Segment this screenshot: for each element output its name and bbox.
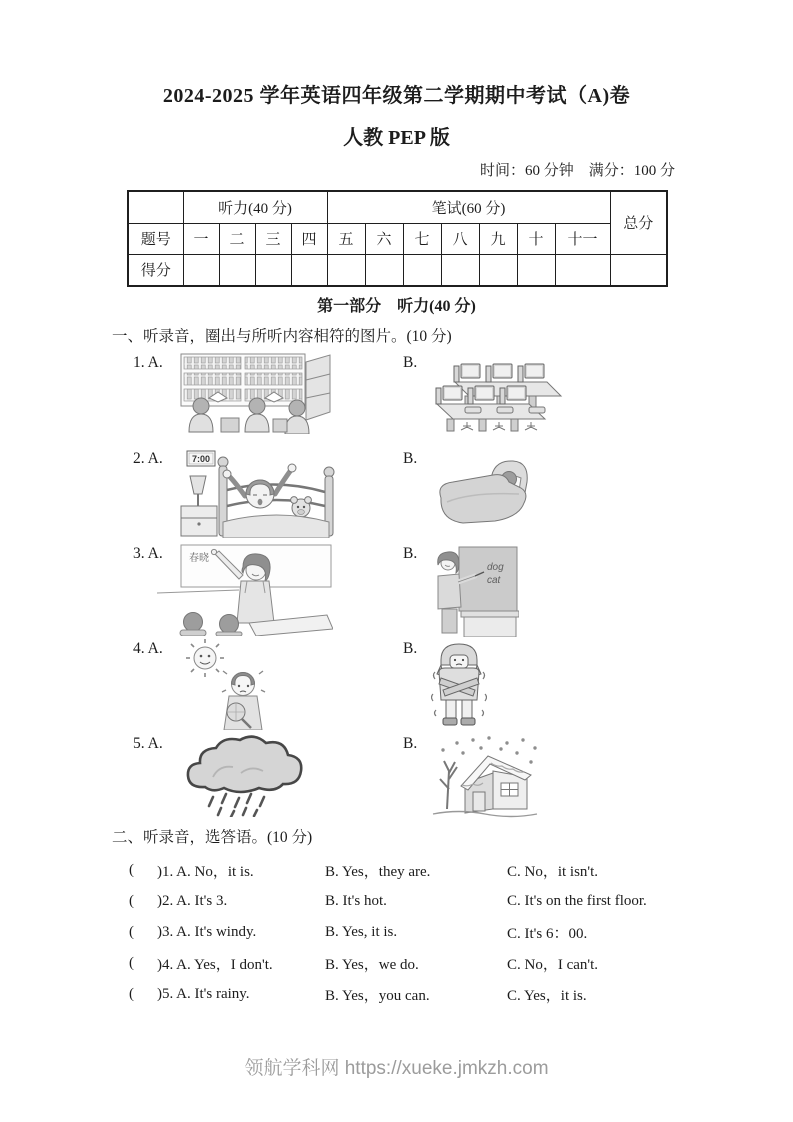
answer-blank-paren: (: [129, 924, 134, 940]
score-table: [127, 190, 668, 287]
item5-option-a-label: 5. A.: [133, 735, 163, 752]
option-a: )1. A. No，it is.: [157, 864, 254, 880]
rainy-cloud-illustration: [179, 733, 311, 817]
option-a: )4. A. Yes，I don't.: [157, 957, 273, 973]
question-number-cell: 十: [517, 223, 555, 254]
clock-time-text: 7:00: [191, 454, 211, 464]
english-class-illustration: [431, 545, 519, 637]
item4-option-a-label: 4. A.: [133, 640, 163, 657]
chinese-class-illustration: [157, 543, 333, 636]
waking-up-illustration: [179, 448, 341, 538]
computer-room-illustration: [431, 352, 565, 434]
question-number-cell: 十一: [555, 223, 610, 254]
library-illustration: [179, 352, 339, 434]
sleeping-illustration: [431, 454, 531, 528]
score-blank-cell: [479, 254, 517, 286]
item3-option-b-label: B.: [403, 545, 418, 562]
choice-row-1: [129, 855, 681, 886]
score-table-corner-cell: [128, 191, 183, 223]
cold-weather-illustration: [431, 640, 487, 728]
score-row-label: 得分: [128, 254, 183, 286]
answer-blank-paren: (: [129, 955, 134, 971]
time-score-info: 时间：60 分钟 满分：100 分: [479, 163, 675, 179]
question2-instruction: 二、听录音，选答语。(10 分): [112, 829, 313, 846]
choice-row-4: [129, 948, 681, 979]
part1-heading: 第一部分 听力(40 分): [317, 298, 476, 315]
answer-blank-paren: (: [129, 862, 134, 878]
listening-choice-list: [129, 855, 681, 1010]
total-score-blank-cell: [610, 254, 667, 286]
option-a: )5. A. It's rainy.: [157, 986, 250, 1002]
question-number-row-label: 题号: [128, 223, 183, 254]
option-a: )3. A. It's windy.: [157, 924, 257, 940]
item2-option-b-label: B.: [403, 450, 418, 467]
score-blank-cell: [403, 254, 441, 286]
score-blank-cell: [365, 254, 403, 286]
score-blank-cell: [291, 254, 327, 286]
choice-row-2: [129, 886, 681, 917]
item1-option-b-label: B.: [403, 354, 418, 371]
question-number-cell: 四: [291, 223, 327, 254]
question-number-cell: 九: [479, 223, 517, 254]
option-b: B. Yes, it is.: [325, 924, 398, 940]
listening-picture-items: [133, 352, 681, 821]
picture-item-2: [133, 448, 681, 543]
answer-blank-paren: (: [129, 893, 134, 909]
question-number-cell: 六: [365, 223, 403, 254]
score-blank-cell: [555, 254, 610, 286]
score-blank-cell: [219, 254, 255, 286]
option-b: B. Yes，they are.: [325, 864, 431, 880]
item2-option-a-label: 2. A.: [133, 450, 163, 467]
answer-blank-paren: (: [129, 986, 134, 1002]
option-b: B. It's hot.: [325, 893, 387, 909]
board-word-cat: cat: [487, 575, 501, 586]
question-number-cell: 二: [219, 223, 255, 254]
question-number-cell: 七: [403, 223, 441, 254]
item1-option-a-label: 1. A.: [133, 354, 163, 371]
score-blank-cell: [441, 254, 479, 286]
picture-item-3: [133, 543, 681, 638]
question-number-cell: 八: [441, 223, 479, 254]
watermark-source-url: 领航学科网 https://xueke.jmkzh.com: [244, 1058, 549, 1079]
question-number-cell: 一: [183, 223, 219, 254]
choice-row-3: [129, 917, 681, 948]
question-number-cell: 五: [327, 223, 365, 254]
option-c: C. It's on the first floor.: [507, 893, 647, 909]
board-poem-text: 春晓: [189, 553, 209, 564]
score-blank-cell: [183, 254, 219, 286]
total-score-header: 总分: [610, 191, 667, 254]
picture-item-1: [133, 352, 681, 448]
exam-title: 2024-2025 学年英语四年级第二学期期中考试（A)卷: [162, 85, 631, 107]
score-blank-cell: [255, 254, 291, 286]
hot-weather-illustration: [179, 638, 297, 730]
score-blank-cell: [517, 254, 555, 286]
choice-row-5: [129, 979, 681, 1010]
option-c: C. It's 6：00.: [507, 926, 588, 942]
question1-instruction: 一、听录音，圈出与所听内容相符的图片。(10 分): [112, 328, 452, 345]
item3-option-a-label: 3. A.: [133, 545, 163, 562]
option-b: B. Yes，we do.: [325, 957, 419, 973]
board-word-dog: dog: [487, 562, 504, 573]
option-c: C. No，I can't.: [507, 957, 599, 973]
item4-option-b-label: B.: [403, 640, 418, 657]
written-section-header: 笔试(60 分): [327, 191, 610, 223]
listening-section-header: 听力(40 分): [183, 191, 327, 223]
option-c: C. Yes，it is.: [507, 988, 587, 1004]
snowy-house-illustration: [431, 735, 539, 819]
exam-edition: 人教 PEP 版: [343, 127, 450, 149]
picture-item-5: [133, 733, 681, 821]
option-b: B. Yes，you can.: [325, 988, 430, 1004]
question-number-cell: 三: [255, 223, 291, 254]
picture-item-4: [133, 638, 681, 733]
option-c: C. No，it isn't.: [507, 864, 599, 880]
item5-option-b-label: B.: [403, 735, 418, 752]
score-blank-cell: [327, 254, 365, 286]
option-a: )2. A. It's 3.: [157, 893, 228, 909]
